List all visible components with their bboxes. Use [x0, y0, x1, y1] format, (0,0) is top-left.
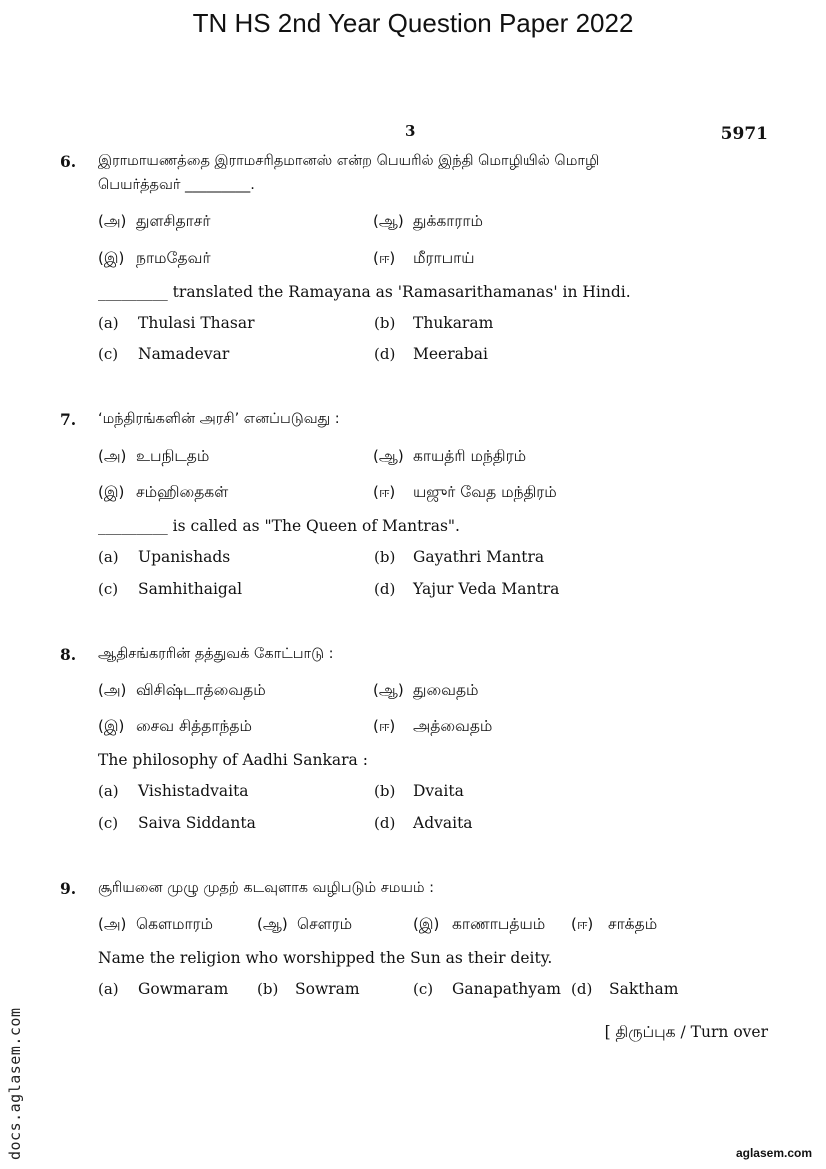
- option-text: துக்காராம்: [413, 212, 483, 230]
- option-text: துளசிதாசர்: [136, 212, 211, 230]
- brand-mark: aglasem.com: [735, 1146, 812, 1160]
- option-label: (அ): [98, 681, 127, 699]
- option-text: Saktham: [609, 980, 679, 998]
- option-text: கௌமாரம்: [136, 915, 214, 933]
- option-label: (ஆ): [373, 681, 404, 699]
- option-label: (ஈ): [373, 249, 396, 267]
- option-text: சைவ சித்தாந்தம்: [136, 717, 252, 735]
- option-label: (ஆ): [373, 447, 404, 465]
- option-label: (b): [257, 980, 279, 998]
- option-label: (a): [98, 782, 119, 800]
- option-text: Thulasi Thasar: [138, 314, 255, 332]
- question-tamil-text: இராமாயணத்தை இராமசரிதமானஸ் என்ற பெயரில் இந்தி மொழியில் மொழி: [98, 153, 600, 169]
- option-text: நாமதேவர்: [136, 249, 211, 267]
- option-text: Sowram: [295, 980, 360, 998]
- question-number: 9.: [60, 879, 77, 898]
- question-number: 7.: [60, 410, 77, 429]
- option-label: (ஈ): [373, 483, 396, 501]
- option-label: (c): [98, 345, 119, 363]
- option-label: (b): [374, 548, 396, 566]
- question-english-text: Name the religion who worshipped the Sun as their deity.: [98, 949, 553, 967]
- option-text: Ganapathyam: [452, 980, 561, 998]
- option-text: Samhithaigal: [138, 580, 243, 598]
- option-text: Namadevar: [138, 345, 230, 363]
- option-text: காயத்ரி மந்திரம்: [413, 447, 527, 465]
- option-label: (a): [98, 980, 119, 998]
- option-text: Advaita: [413, 814, 473, 832]
- option-label: (ஈ): [373, 717, 396, 735]
- option-label: (ஆ): [257, 915, 288, 933]
- option-text: துவைதம்: [413, 681, 479, 699]
- option-text: Vishistadvaita: [138, 782, 249, 800]
- option-label: (d): [571, 980, 593, 998]
- watermark: docs.aglasem.com: [6, 1007, 24, 1160]
- question-tamil-text: ‘மந்திரங்களின் அரசி’ எனப்படுவது :: [98, 411, 340, 427]
- option-text: காணாபத்யம்: [452, 915, 546, 933]
- question-english-text: The philosophy of Aadhi Sankara :: [98, 751, 368, 769]
- option-label: (இ): [98, 717, 125, 735]
- option-label: (b): [374, 314, 396, 332]
- question-english-text: _________ is called as "The Queen of Mantras".: [98, 517, 460, 535]
- option-label: (அ): [98, 212, 127, 230]
- option-label: (ஆ): [373, 212, 404, 230]
- question-tamil-text: சூரியனை முழு முதற் கடவுளாக வழிபடும் சமயம் :: [98, 880, 435, 896]
- option-text: Gayathri Mantra: [413, 548, 545, 566]
- option-label: (d): [374, 345, 396, 363]
- option-label: (c): [413, 980, 434, 998]
- option-text: Gowmaram: [138, 980, 229, 998]
- question-tamil-text: ஆதிசங்கரரின் தத்துவக் கோட்பாடு :: [98, 646, 334, 662]
- option-text: Yajur Veda Mantra: [413, 580, 560, 598]
- question-number: 8.: [60, 645, 77, 664]
- option-label: (c): [98, 814, 119, 832]
- page-banner: TN HS 2nd Year Question Paper 2022: [192, 8, 634, 38]
- option-label: (d): [374, 580, 396, 598]
- option-text: Meerabai: [413, 345, 488, 363]
- option-label: (இ): [413, 915, 440, 933]
- option-text: Thukaram: [413, 314, 494, 332]
- turn-over-note: [ திருப்புக / Turn over: [604, 1023, 768, 1041]
- option-text: அத்வைதம்: [413, 717, 493, 735]
- option-text: விசிஷ்டாத்வைதம்: [136, 681, 266, 699]
- option-text: யஜுர் வேத மந்திரம்: [413, 483, 557, 501]
- option-text: Dvaita: [413, 782, 464, 800]
- option-text: Saiva Siddanta: [138, 814, 256, 832]
- option-text: சௌரம்: [297, 915, 353, 933]
- option-label: (a): [98, 548, 119, 566]
- option-text: சாக்தம்: [608, 915, 658, 933]
- option-label: (அ): [98, 915, 127, 933]
- option-text: மீராபாய்: [413, 249, 475, 267]
- option-text: உபநிடதம்: [136, 447, 210, 465]
- option-label: (அ): [98, 447, 127, 465]
- question-english-text: _________ translated the Ramayana as 'Ramasarithamanas' in Hindi.: [98, 283, 631, 301]
- page-number: 3: [405, 122, 416, 140]
- option-label: (d): [374, 814, 396, 832]
- option-label: (a): [98, 314, 119, 332]
- option-label: (இ): [98, 483, 125, 501]
- option-label: (ஈ): [571, 915, 594, 933]
- question-tamil-text: பெயர்த்தவர் _________.: [98, 177, 255, 193]
- question-number: 6.: [60, 152, 77, 171]
- option-label: (c): [98, 580, 119, 598]
- option-label: (இ): [98, 249, 125, 267]
- option-text: சம்ஹிதைகள்: [136, 483, 229, 501]
- paper-code: 5971: [720, 124, 768, 144]
- option-text: Upanishads: [138, 548, 231, 566]
- option-label: (b): [374, 782, 396, 800]
